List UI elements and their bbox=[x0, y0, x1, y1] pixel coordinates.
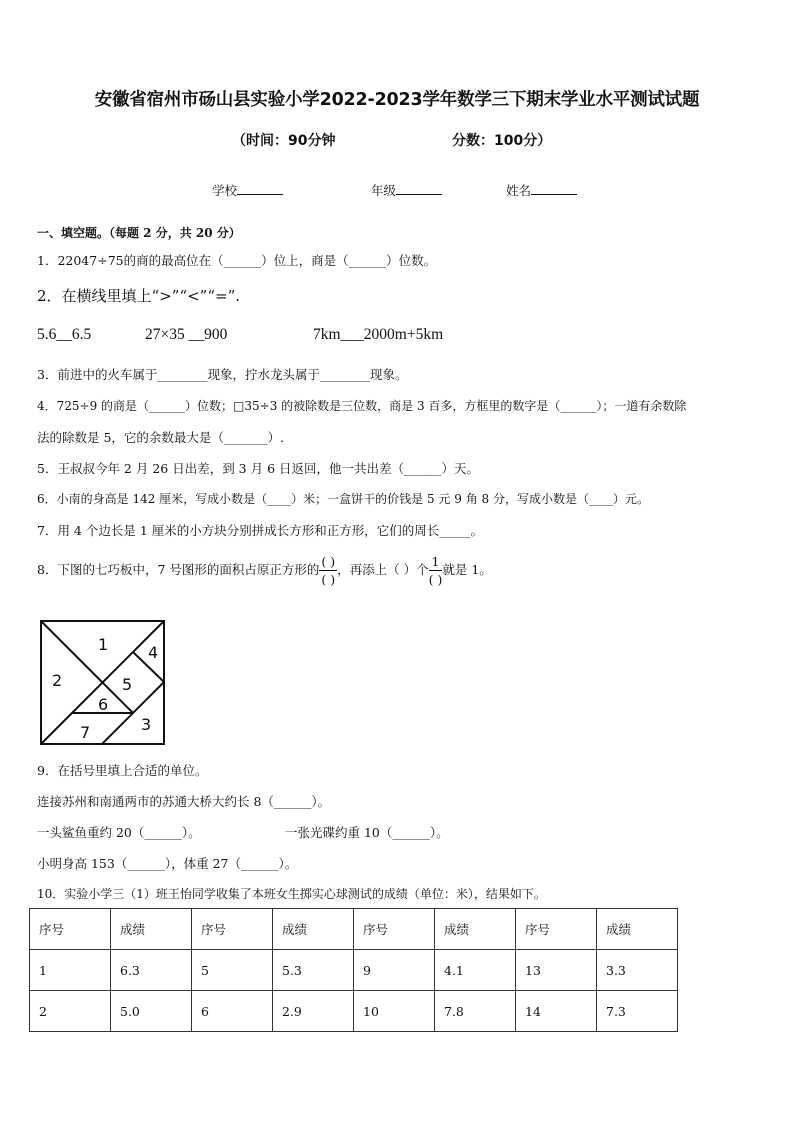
exam-time: （时间：90分钟 bbox=[232, 133, 336, 149]
question-9-a: 连接苏州和南通两市的苏通大桥大约长 8（______）。 bbox=[37, 794, 331, 809]
question-9: 9．在括号里填上合适的单位。 bbox=[37, 763, 208, 778]
tangram-label-3: 3 bbox=[141, 715, 152, 734]
table-cell: 6 bbox=[192, 991, 273, 1032]
school-field[interactable]: 学校 bbox=[212, 181, 283, 199]
question-4-line-2: 法的除数是 5，它的余数最大是（_______）. bbox=[37, 430, 285, 445]
section-heading: 一、填空题。（每题 2 分，共 20 分） bbox=[37, 226, 241, 240]
exam-score: 分数：100分） bbox=[452, 133, 552, 149]
question-5: 5．王叔叔今年 2 月 26 日出差，到 3 月 6 日返回，他一共出差（______）天。 bbox=[37, 461, 480, 476]
table-cell: 6.3 bbox=[111, 950, 192, 991]
table-cell: 3.3 bbox=[597, 950, 678, 991]
table-cell: 1 bbox=[30, 950, 111, 991]
table-cell: 5.0 bbox=[111, 991, 192, 1032]
fraction-blank-2: $\frac{1}{( )}$ bbox=[428, 554, 443, 587]
table-header-row bbox=[30, 909, 678, 950]
table-cell: 2 bbox=[30, 991, 111, 1032]
question-9-d: 小明身高 153（______），体重 27（______）。 bbox=[37, 856, 298, 871]
question-7: 7．用 4 个边长是 1 厘米的小方块分别拼成长方形和正方形，它们的周长_____。 bbox=[37, 523, 484, 538]
question-3: 3．前进中的火车属于________现象，拧水龙头属于________现象。 bbox=[37, 367, 408, 382]
table-cell: 2.9 bbox=[273, 991, 354, 1032]
table-cell: 7.3 bbox=[597, 991, 678, 1032]
table-header-cell: 成绩 bbox=[111, 909, 192, 950]
question-2-item-3: 7km___2000m+5km bbox=[313, 326, 444, 343]
table-header-cell: 成绩 bbox=[273, 909, 354, 950]
table-header-cell: 成绩 bbox=[597, 909, 678, 950]
table-cell: 10 bbox=[354, 991, 435, 1032]
question-4-line-1: 4．725÷9 的商是（______）位数；□35÷3 的被除数是三位数，商是 3 百多，方框里的数字是（______）；一道有余数除 bbox=[37, 399, 687, 413]
tangram-label-2: 2 bbox=[52, 671, 63, 690]
table-header-cell: 序号 bbox=[354, 909, 435, 950]
table-header-cell: 序号 bbox=[30, 909, 111, 950]
table-cell: 7.8 bbox=[435, 991, 516, 1032]
question-10: 10．实验小学三（1）班王怡同学收集了本班女生掷实心球测试的成绩（单位：米），结果如下。 bbox=[37, 887, 546, 901]
question-2: 2．在横线里填上“>”“<”“=”. bbox=[37, 287, 241, 305]
grade-field[interactable]: 年级 bbox=[371, 181, 442, 199]
tangram-edge bbox=[41, 621, 102, 682]
tangram-label-1: 1 bbox=[98, 635, 109, 654]
table-row bbox=[30, 950, 678, 991]
tangram-label-7: 7 bbox=[80, 723, 91, 742]
table-header-cell: 序号 bbox=[516, 909, 597, 950]
tangram-label-6: 6 bbox=[98, 695, 109, 714]
question-9-c: 一张光碟约重 10（______）。 bbox=[285, 825, 449, 840]
table-header-cell: 成绩 bbox=[435, 909, 516, 950]
table-header-cell: 序号 bbox=[192, 909, 273, 950]
question-2-item-1: 5.6__6.5 bbox=[37, 326, 92, 343]
tangram-label-5: 5 bbox=[122, 675, 133, 694]
question-1: 1．22047÷75的商的最高位在（______）位上，商是（______）位数。 bbox=[37, 253, 437, 268]
table-cell: 5.3 bbox=[273, 950, 354, 991]
table-cell: 5 bbox=[192, 950, 273, 991]
question-8: 8．下图的七巧板中，7 号图形的面积占原正方形的 $\frac{( )}{( )}$ ，再添上（ ）个 $\frac{1}{( )}$ 就是 1。 bbox=[37, 554, 492, 587]
name-field[interactable]: 姓名 bbox=[506, 181, 577, 199]
fraction-blank-1: $\frac{( )}{( )}$ bbox=[321, 554, 336, 587]
score-table bbox=[29, 908, 678, 1032]
table-cell: 9 bbox=[354, 950, 435, 991]
question-2-item-2: 27×35 __900 bbox=[145, 326, 228, 343]
question-6: 6．小南的身高是 142 厘米，写成小数是（____）米；一盒饼干的价钱是 5 元 9 角 8 分，写成小数是（____）元。 bbox=[37, 492, 649, 506]
table-row bbox=[30, 991, 678, 1032]
tangram-diagram bbox=[38, 618, 168, 748]
page-title: 安徽省宿州市砀山县实验小学2022-2023学年数学三下期末学业水平测试试题 bbox=[94, 90, 700, 110]
table-cell: 4.1 bbox=[435, 950, 516, 991]
table-cell: 13 bbox=[516, 950, 597, 991]
table-cell: 14 bbox=[516, 991, 597, 1032]
question-9-b: 一头鲨鱼重约 20（______）。 bbox=[37, 825, 201, 840]
tangram-label-4: 4 bbox=[148, 643, 159, 662]
